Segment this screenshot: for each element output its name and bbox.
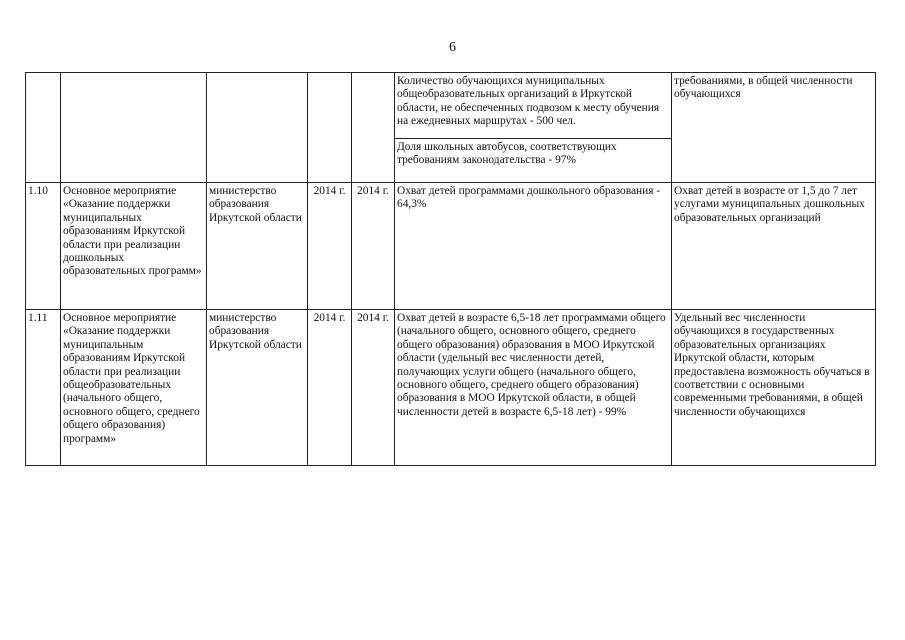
row-number-cell: 1.11 [26, 310, 61, 466]
table-row [26, 310, 876, 466]
table-row [26, 73, 876, 139]
end-year-cell [352, 73, 395, 183]
table-row [26, 183, 876, 310]
row-number-cell [26, 73, 61, 183]
start-year-cell: 2014 г. [308, 310, 352, 466]
result-cell: Охват детей в возрасте от 1,5 до 7 лет услугами муниципальных дошкольных образовательных организаций [672, 183, 876, 310]
page-number: 6 [449, 40, 456, 55]
end-year-cell: 2014 г. [352, 310, 395, 466]
program-table [25, 72, 876, 466]
organization-cell: министерство образования Иркутской области [207, 183, 308, 310]
organization-cell: министерство образования Иркутской области [207, 310, 308, 466]
row-number-cell: 1.10 [26, 183, 61, 310]
event-cell [61, 73, 207, 183]
event-cell: Основное мероприятие «Оказание поддержки муниципальных образованиям Иркутской области при реализации дошкольных образовательных программ» [61, 183, 207, 310]
event-cell: Основное мероприятие «Оказание поддержки муниципальным образованиям Иркутской области при реализации общеобразовательных (начального общего, основного общего, среднего общего образования) программ» [61, 310, 207, 466]
start-year-cell: 2014 г. [308, 183, 352, 310]
indicator-cell: Охват детей в возрасте 6,5-18 лет программами общего (начального общего, основного общего, среднего общего образования) образования в МОО Иркутской области (удельный вес численности детей, получающих услуги общего (начального общего, основного общего, среднего общего образования) образования в МОО Иркутской области, в общей численности детей в возрасте 6,5-18 лет) - 99% [395, 310, 672, 466]
result-cell: Удельный вес численности обучающихся в государственных образовательных организациях Иркутской области, которым предоставлена возможность обучаться в соответствии с основными современными требованиями, в общей численности обучающихся [672, 310, 876, 466]
result-cell: требованиями, в общей численности обучающихся [672, 73, 876, 183]
indicator-cell: Количество обучающихся муниципальных общеобразовательных организаций в Иркутской области, не обеспеченных подвозом к месту обучения на ежедневных маршрутах - 500 чел. [395, 73, 672, 139]
indicator-cell: Доля школьных автобусов, соответствующих требованиям законодательства - 97% [395, 139, 672, 183]
indicator-cell: Охват детей программами дошкольного образования - 64,3% [395, 183, 672, 310]
organization-cell [207, 73, 308, 183]
start-year-cell [308, 73, 352, 183]
end-year-cell: 2014 г. [352, 183, 395, 310]
